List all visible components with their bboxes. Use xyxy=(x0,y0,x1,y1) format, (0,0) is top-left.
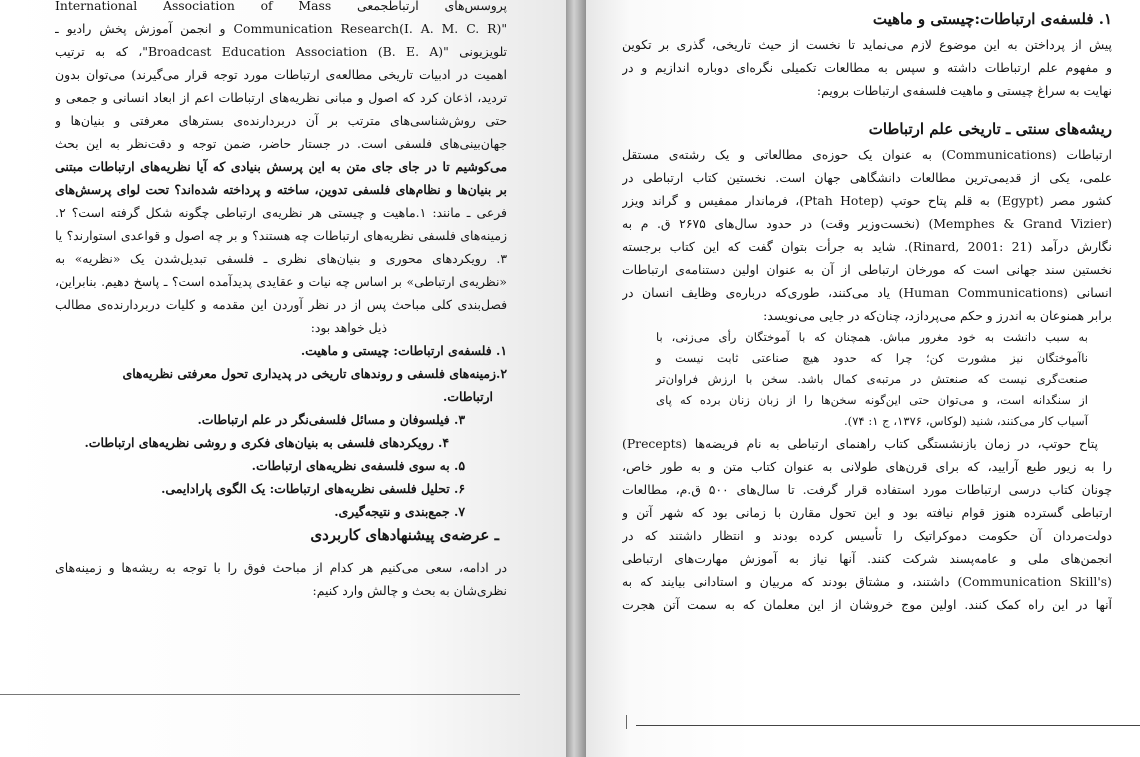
left-line-5: تردید، اذعان کرد که اصول و مبانی نظریه‌های ارتباطات اعم از ابعاد انسانی و جمعی و xyxy=(55,90,507,105)
intro-line-2: و مفهوم علم ارتباطات داشته و سپس به مطالعات تکمیلی نگره‌ای دوباره اندازیم و در xyxy=(622,60,1112,75)
quote-line-1: به سبب دانشت به خود مغرور مباش. همچنان که با آموختگان رأی می‌زنی، با xyxy=(656,330,1088,344)
body1-line-8: برابر همنوعان به اندرز و حکم می‌پردازد، چنان‌که در جایی می‌نویسد: xyxy=(763,308,1112,323)
left-line-12: ۳. رویکردهای محوری و بنیان‌های نظری ـ فلسفی تبدیل‌شدن یک «نظریه» به xyxy=(55,251,507,266)
body2-line-5: دولت‌مردان آن حکومت دموکراتیک را تأسیس کرده بودند و انتظار داشتند که در xyxy=(622,528,1112,543)
intro-line-3: نهایت به سراغ چیستی و ماهیت فلسفه‌ی ارتباطات برویم: xyxy=(816,83,1112,98)
left-line-2: "Communication Research(I. A. M. C. R) و انجمن آموزش پخش رادیو ـ xyxy=(55,21,507,36)
body1-line-6: نخستین سند جهانی است که مورخان ارتباطی از آن به عنوان اولین دستنامه‌ی ارتباطات xyxy=(622,262,1112,277)
left-line-15: ذیل خواهد بود: xyxy=(310,320,387,335)
body2-line-1: پتاح حوتپ، در زمان بازنشستگی کتاب راهنمای ارتباطی به نام فریضه‌ها (Precepts) xyxy=(622,436,1098,451)
body1-line-3: کشور مصر (Egypt) به قلم پتاح حوتپ (Ptah Hotep)، فرماندار ممفیس و گراند ویزر xyxy=(622,193,1112,208)
left-line-9: بر بنیان‌ها و نظام‌های فلسفی تدوین، ساخته و پرداخته شده‌اند؟ تحت لوای پرسش‌های xyxy=(55,182,507,197)
left-line-8: می‌کوشیم تا در جای جای متن به این پرسش بنیادی که آیا نظریه‌های ارتباطات مبتنی xyxy=(55,159,507,174)
book-spine xyxy=(566,0,586,757)
left-line-11: زمینه‌های فلسفی نظریه‌های ارتباطات چه هستند؟ و بر چه اصول و قواعدی استوارند؟ یا xyxy=(55,228,507,243)
right-page-text xyxy=(622,6,1112,616)
chapter-heading: ۱. فلسفه‌ی ارتباطات:چیستی و ماهیت xyxy=(872,10,1112,28)
quote-line-2: ناآموختگان نیز مشورت کن؛ چرا که حدود هیچ صناعتی ثابت نیست و xyxy=(656,351,1088,365)
outline-item-6: ۶. تحلیل فلسفی نظریه‌های ارتباطات: یک الگوی پارادایمی. xyxy=(161,481,465,496)
outline-item-4: ۴. رویکردهای فلسفی به بنیان‌های فکری و روشی نظریه‌های ارتباطات. xyxy=(84,435,449,450)
left-line-14: فصل‌بندی کلی مباحث پس از در نظر آوردن این مقدمه و کلیات دربردارنده‌ی مطالب xyxy=(55,297,507,312)
body1-line-1: ارتباطات (Communications) به عنوان یک حوزه‌ی مطالعاتی و یک رشته‌ی مستقل xyxy=(622,147,1112,162)
left-line-10: فرعی ـ مانند: ۱.ماهیت و چیستی هر نظریه‌ی ارتباطی چگونه شکل گرفته است؟ ۲. xyxy=(55,205,507,220)
body1-line-5: نگارش درآمد (Rinard, 2001: 21). شاید به جرأت بتوان گفت که این کتاب برجسته xyxy=(622,239,1112,254)
closing-line-2: نظری‌شان به بحث و چالش وارد کنیم: xyxy=(312,583,507,598)
intro-line-1: پیش از پرداختن به این موضوع لازم می‌نماید تا نخست از حیث تاریخی، گذری بر تکوین xyxy=(622,37,1112,52)
quote-line-4: از سنگدانه است، و می‌توان حتی این‌گونه سخن‌ها را از زبان زنان برده که پای xyxy=(656,393,1088,407)
body1-line-2: علمی، یکی از قدیمی‌ترین مطالعات دانشگاهی جهان است. نخستین کتاب ارتباطی در xyxy=(622,170,1112,185)
body2-line-3: چونان کتاب درسی ارتباطات مورد استفاده قرار گرفت. تا سال‌های ۵۰۰ ق.م، مطالعات xyxy=(622,482,1112,497)
outline-item-2-cont: ارتباطات. xyxy=(442,389,493,404)
body1-line-7: انسانی (Human Communications) یاد می‌کنند، طوری‌که درباره‌ی وظایف انسان در xyxy=(622,285,1112,300)
section-title: ـ عرضه‌ی پیشنهادهای کاربردی xyxy=(310,526,499,544)
outline-item-5: ۵. به سوی فلسفه‌ی نظریه‌های ارتباطات. xyxy=(251,458,465,473)
subsection-heading: ریشه‌های سنتی ـ تاریخی علم ارتباطات xyxy=(868,120,1112,138)
left-page xyxy=(0,0,566,757)
body2-line-8: آنها در این راه کمک کنند. اولین موج خروشان از این معلمان که به سمت آتن هجرت xyxy=(622,597,1112,612)
right-page xyxy=(586,0,1140,757)
body1-line-4: (Memphes & Grand Vizier) (نخست‌وزیر وقت) در حدود سال‌های ۲۶۷۵ ق. م به xyxy=(622,216,1112,231)
crop-mark xyxy=(626,715,627,729)
quote-line-3: صنعت‌گری نیست که صنعتش در مرتبه‌ی کمال باشد. سخن با ارزش فراوان‌تر xyxy=(656,372,1088,386)
body2-line-4: ارتباطی گسترده هنوز قوام نیافته بود و این تحول مقارن با زمانی بود که شهر آتن و xyxy=(622,505,1112,520)
right-page-edge-line xyxy=(636,725,1140,726)
outline-item-3: ۳. فیلسوفان و مسائل فلسفی‌نگر در علم ارتباطات. xyxy=(197,412,465,427)
outline-item-1: ۱. فلسفه‌ی ارتباطات: چیستی و ماهیت. xyxy=(300,343,507,358)
quote-line-5: آسیاب کار می‌کنند، شنید (لوکاس، ۱۳۷۶، ج ۱: ۷۴). xyxy=(843,414,1088,428)
left-page-edge-line xyxy=(0,694,520,695)
outline-item-2: ۲.زمینه‌های فلسفی و روندهای تاریخی در پدیداری تحول معرفتی نظریه‌های xyxy=(122,366,507,381)
outline-item-7: ۷. جمع‌بندی و نتیجه‌گیری. xyxy=(334,504,465,519)
left-line-6: حتی روش‌شناسی‌های مترتب بر آن دربردارنده‌ی بسترهای معرفتی و بنیان‌ها و xyxy=(55,113,507,128)
left-line-4: اهمیت در ادبیات تاریخی مطالعه‌ی ارتباطات مورد توجه قرار می‌گیرند) می‌توان بدون xyxy=(55,67,507,82)
left-line-13: «نظریه‌ی ارتباطی» بر اساس چه نیات و عقایدی پدیدآمده است؟ ـ پاسخ دهیم. بنابراین، xyxy=(55,274,507,289)
left-line-1: پروسس‌های ارتباطجمعی International Association of Mass xyxy=(55,0,507,13)
body2-line-6: انجمن‌های ملی و عامه‌پسند شرکت کنند. آنها نیاز به آموزش مهارت‌های ارتباطی xyxy=(622,551,1112,566)
body2-line-2: را به زیور طبع آرایید، که برای قرن‌های طولانی به عنوان کتاب متن و به طور خاص، xyxy=(622,459,1112,474)
left-page-text xyxy=(55,0,507,602)
body2-line-7: (Communication Skill's) داشتند، و مشتاق بودند که مربیان و استادانی بیایند که به xyxy=(622,574,1112,589)
left-line-3: تلویزیونی "Broadcast Education Association (B. E. A)"، که به ترتیب xyxy=(55,44,507,59)
closing-line-1: در ادامه، سعی می‌کنیم هر کدام از مباحث فوق را با توجه به ریشه‌ها و زمینه‌های xyxy=(55,560,507,575)
left-line-7: جهان‌بینی‌های فلسفی است. در جستار حاضر، ضمن توجه و دقت‌نظر به این بحث xyxy=(55,136,507,151)
